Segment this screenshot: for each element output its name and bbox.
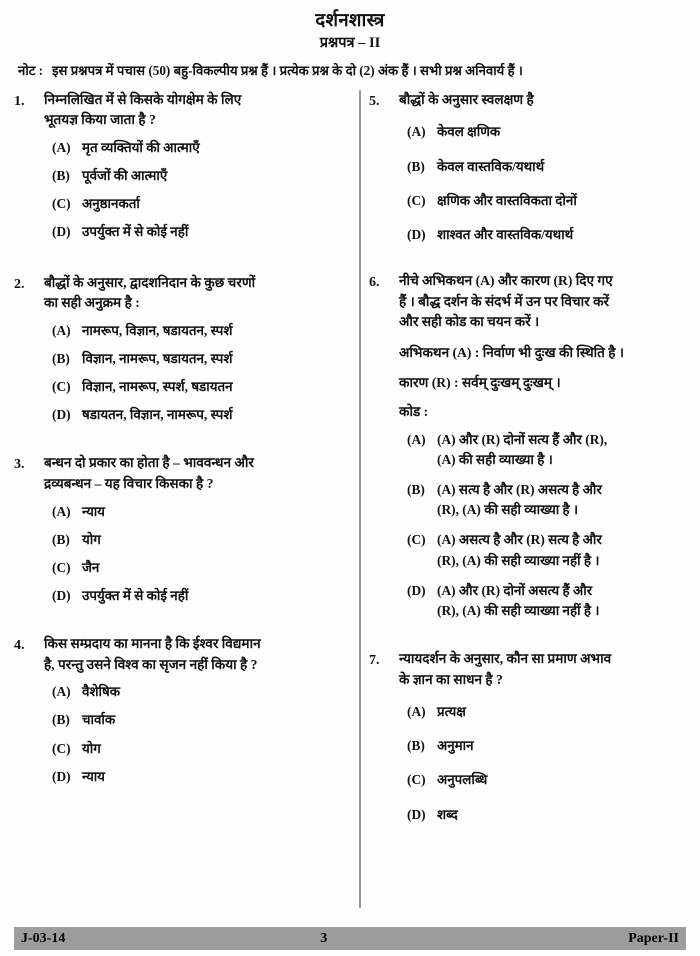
option-c[interactable] [44,739,337,759]
note-text: इस प्रश्नपत्र में पचास (50) बहु-विकल्पीय प्रश्न हैं । प्रत्येक प्रश्न के दो (2) अंक हैं । सभी प्रश्न अनिवार्य हैं । [52,62,523,78]
option-key: (A) [52,503,71,519]
option-line: पूर्वजों की आत्माएँ [82,168,168,184]
option-text [437,770,676,790]
question-body [44,453,337,614]
option-text [437,480,676,520]
option-line: उपर्युक्त में से कोई नहीं [82,224,189,240]
option-line: जैन [82,559,100,575]
question-gap [369,253,676,271]
option-text [437,225,676,245]
option-line: अनुपलब्धि [437,772,488,788]
option-text [437,191,676,211]
option-line: केवल क्षणिक [437,124,501,140]
page-title: दर्शनशास्त्र [315,11,385,31]
question-stem [399,90,676,111]
option-line: अनुष्ठानकर्ता [82,196,140,212]
option-key: (B) [52,531,70,547]
option-text [437,805,676,825]
options-list [399,430,676,621]
option-line: शब्द [437,806,458,822]
note-label: नोट : [18,62,44,78]
question-number: 7. [369,652,380,668]
option-line: केवल वास्तविक/यथार्थ [437,158,545,174]
stem-line: किस सम्प्रदाय का मानना है कि ईश्वर विद्यमान [44,636,261,652]
option-text [82,194,337,214]
stem-line: हैं । बौद्ध दर्शन के संदर्भ में उन पर विचार करें [399,293,610,309]
option-b[interactable] [399,480,676,520]
question-stem [44,453,337,494]
question-7 [369,649,676,833]
option-b[interactable] [399,736,676,756]
option-b[interactable] [44,530,337,550]
option-key: (B) [407,482,425,498]
paper-code: J-03-14 [21,930,66,946]
option-text [437,736,676,756]
option-line: (A) की सही व्याख्या है । [437,452,553,468]
options-list [44,321,337,425]
option-key: (B) [52,168,70,184]
option-line: (A) असत्य है और (R) सत्य है और [437,532,602,548]
option-key: (A) [52,322,71,338]
question-body [44,90,337,251]
option-line: (A) और (R) दोनों सत्य हैं और (R), [437,432,608,448]
option-key: (A) [407,432,426,448]
option-b[interactable] [44,166,337,186]
stem-line: है, परन्तु उसने विश्व का सृजन नहीं किया है ? [44,656,258,672]
option-line: प्रत्यक्ष [437,704,466,720]
option-text [82,405,337,425]
option-d[interactable] [44,586,337,606]
paper-subtitle: प्रश्नपत्र – II [319,35,381,52]
option-text [437,581,676,621]
option-key: (C) [52,559,71,575]
option-c[interactable] [399,191,676,211]
stem-line: का सही अनुक्रम है : [44,295,140,311]
assertion-statement: अभिकथन (A) : निर्वाण भी दुःख की स्थिति है । [399,344,625,360]
option-key: (A) [407,704,426,720]
question-body [399,271,676,629]
option-key: (A) [407,124,426,140]
stem-line: के ज्ञान का साधन है ? [399,671,503,687]
reason-statement: कारण (R) : सर्वम् दुःखम् दुःखम् । [399,375,561,391]
option-text [82,222,337,242]
option-text [82,558,337,578]
option-text [82,138,337,158]
option-line: योग [82,740,101,756]
option-a[interactable] [399,122,676,142]
option-text [437,157,676,177]
option-line: अनुमान [437,738,474,754]
option-line: विज्ञान, नामरूप, षडायतन, स्पर्श [82,350,233,366]
option-line: चार्वाक [82,712,116,728]
option-d[interactable] [44,222,337,242]
question-stem [399,649,676,690]
option-text [82,739,337,759]
option-text [82,710,337,730]
options-list [399,122,676,244]
question-number: 6. [369,274,380,290]
option-key: (B) [52,712,70,728]
stem-line: नीचे अभिकथन (A) और कारण (R) दिए गए [399,272,613,288]
option-line: योग [82,531,101,547]
option-a[interactable] [399,702,676,722]
option-text [82,166,337,186]
question-number: 3. [14,457,25,473]
option-a[interactable] [44,321,337,341]
question-body [44,634,337,795]
option-key: (D) [407,582,426,598]
option-line: शाश्वत और वास्तविक/यथार्थ [437,226,574,242]
option-key: (B) [407,738,425,754]
left-column [14,90,345,936]
option-line: क्षणिक और वास्तविकता दोनों [437,192,577,208]
stem-line: बन्धन दो प्रकार का होता है – भाववन्धन और [44,455,254,471]
option-key: (D) [407,226,426,242]
question-gap [369,629,676,649]
question-number: 4. [14,638,25,654]
question-2 [14,273,337,434]
question-gap [14,614,337,634]
option-line: (R), (A) की सही व्याख्या नहीं है । [437,602,600,618]
option-c[interactable] [44,377,337,397]
option-b[interactable] [44,349,337,369]
option-line: विज्ञान, नामरूप, स्पर्श, षडायतन [82,379,233,395]
options-list [44,682,337,786]
instructions-note [14,62,686,80]
question-number: 5. [369,93,380,109]
option-text [82,586,337,606]
option-line: वैशेषिक [82,684,121,700]
option-key: (D) [52,768,71,784]
option-c[interactable] [44,194,337,214]
question-4 [14,634,337,795]
option-d[interactable] [399,805,676,825]
option-a[interactable] [399,430,676,470]
option-key: (D) [52,587,71,603]
option-key: (C) [407,192,426,208]
option-line: उपर्युक्त में से कोई नहीं [82,587,189,603]
option-line: षडायतन, विज्ञान, नामरूप, स्पर्श [82,407,233,423]
question-1 [14,90,337,251]
option-key: (C) [52,740,71,756]
question-stem [44,90,337,131]
question-number: 1. [14,93,25,109]
right-column [345,90,676,936]
option-key: (D) [52,224,71,240]
option-b[interactable] [399,157,676,177]
option-line: न्याय [82,768,105,784]
option-line: (A) और (R) दोनों असत्य हैं और [437,582,593,598]
question-body [44,273,337,434]
option-key: (A) [52,684,71,700]
options-list [399,702,676,824]
stem-line: भूतयज्ञ किया जाता है ? [44,112,156,128]
option-d[interactable] [399,225,676,245]
option-line: मृत व्यक्तियों की आत्माएँ [82,140,200,156]
question-stem [44,273,337,314]
option-line: नामरूप, विज्ञान, षडायतन, स्पर्श [82,322,233,338]
option-b[interactable] [44,710,337,730]
option-text [82,321,337,341]
paper-label: Paper-II [628,930,679,946]
option-line: (R), (A) की सही व्याख्या है । [437,502,579,518]
option-text [437,530,676,570]
question-body [399,649,676,833]
option-line: न्याय [82,503,105,519]
option-text [437,702,676,722]
stem-line: और सही कोड का चयन करें । [399,314,540,330]
option-text [82,682,337,702]
option-c[interactable] [44,558,337,578]
question-gap [14,433,337,453]
option-key: (C) [52,196,71,212]
option-d[interactable] [44,405,337,425]
question-stem [399,271,676,333]
option-text [82,767,337,787]
option-text [82,349,337,369]
page-number: 3 [320,930,328,946]
option-text [82,377,337,397]
option-text [82,502,337,522]
option-key: (C) [52,379,71,395]
option-key: (C) [407,772,426,788]
question-number: 2. [14,276,25,292]
page-header [14,10,686,53]
option-a[interactable] [44,682,337,702]
column-divider [359,90,361,908]
option-key: (A) [52,140,71,156]
option-key: (B) [407,158,425,174]
stem-line: बौद्धों के अनुसार स्वलक्षण है [399,91,534,107]
page-footer [14,927,686,950]
question-3 [14,453,337,614]
option-d[interactable] [44,767,337,787]
options-list [44,502,337,606]
option-c[interactable] [399,770,676,790]
options-list [44,138,337,242]
option-key: (D) [407,806,426,822]
option-d[interactable] [399,581,676,621]
stem-line: निम्नलिखित में से किसके योगक्षेम के लिए [44,91,242,107]
code-label: कोड : [399,403,429,419]
stem-line: बौद्धों के अनुसार, द्वादशनिदान के कुछ चरणों [44,274,256,290]
question-gap [14,251,337,273]
question-6 [369,271,676,629]
stem-line: द्रव्यबन्धन – यह विचार किसका है ? [44,475,214,491]
option-text [437,122,676,142]
question-body [399,90,676,253]
question-5 [369,90,676,253]
option-line: (R), (A) की सही व्याख्या नहीं है । [437,552,600,568]
option-text [437,430,676,470]
question-columns [14,90,686,936]
option-key: (D) [52,407,71,423]
question-stem [44,634,337,675]
option-key: (C) [407,532,426,548]
stem-line: न्यायदर्शन के अनुसार, कौन सा प्रमाण अभाव [399,650,612,666]
option-c[interactable] [399,530,676,570]
option-line: (A) सत्य है और (R) असत्य है और [437,482,602,498]
option-a[interactable] [44,138,337,158]
option-text [82,530,337,550]
option-key: (B) [52,350,70,366]
option-a[interactable] [44,502,337,522]
